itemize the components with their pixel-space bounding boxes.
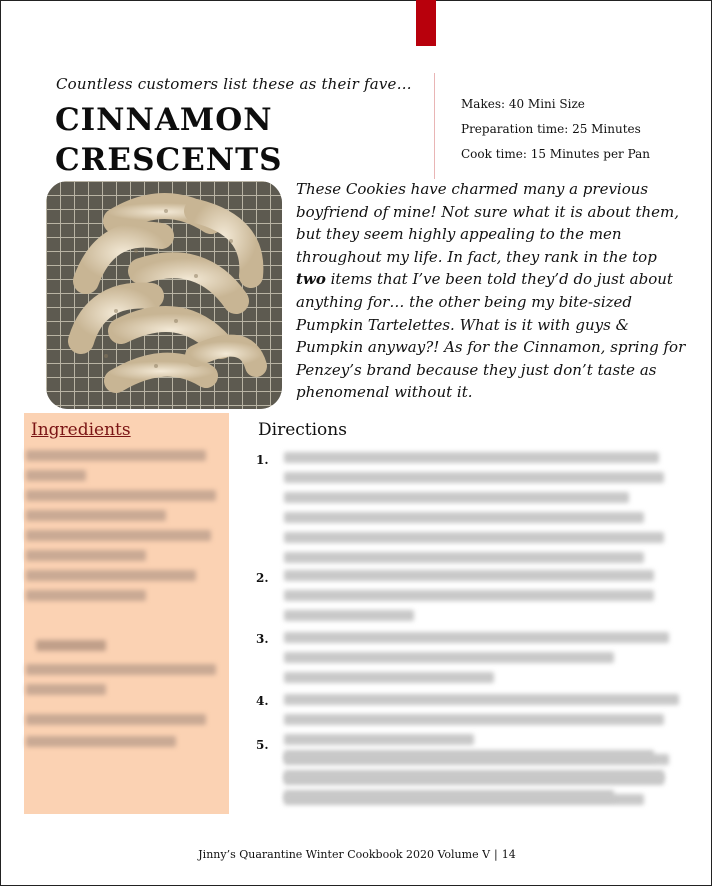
intro-paragraph	[296, 178, 686, 404]
ingredients-blurred-content	[26, 450, 226, 750]
page-footer	[0, 848, 714, 861]
ingredients-heading: Ingredients	[31, 420, 131, 440]
cookie-photo-illustration	[46, 181, 282, 409]
step-number-1: 1.	[256, 453, 269, 467]
directions-blurred-content-2	[284, 750, 684, 816]
intro-emphasis: two	[296, 270, 326, 289]
prep-time-label: Preparation time: 25 Minutes	[461, 122, 641, 136]
footer-book-title: Jinny’s Quarantine Winter Cookbook 2020 Volume V	[198, 848, 491, 861]
footer-divider: |	[494, 848, 498, 861]
cook-time-label: Cook time: 15 Minutes per Pan	[461, 147, 651, 161]
footer-page-number: 14	[501, 848, 516, 861]
step-number-4: 4.	[256, 694, 269, 708]
step-number-3: 3.	[256, 632, 269, 646]
intro-text-2: items that I’ve been told they’d do just about anything for… the other being my bite-sized Pumpkin Tartelettes. What is it with guys & Pumpkin anyway?! As for the Cinnamon, spring for Penzey’s brand because they just don’t taste as phenomenal without it.	[296, 270, 686, 402]
recipe-title	[55, 100, 283, 180]
meta-divider	[434, 73, 435, 179]
cookie-photo	[46, 181, 282, 409]
red-tab-marker	[416, 0, 436, 46]
title-line-1: CINNAMON	[55, 102, 273, 138]
step-number-2: 2.	[256, 571, 269, 585]
title-line-2: CRESCENTS	[55, 142, 283, 178]
step-number-5: 5.	[256, 738, 269, 752]
tagline: Countless customers list these as their fave…	[56, 75, 412, 93]
intro-text-1: These Cookies have charmed many a previous boyfriend of mine! Not sure what it is about them, but they seem highly appealing to the men throughout my life. In fact, they rank in the top	[296, 180, 680, 266]
directions-heading: Directions	[258, 420, 347, 440]
makes-label: Makes: 40 Mini Size	[461, 97, 585, 111]
recipe-meta	[461, 92, 650, 167]
